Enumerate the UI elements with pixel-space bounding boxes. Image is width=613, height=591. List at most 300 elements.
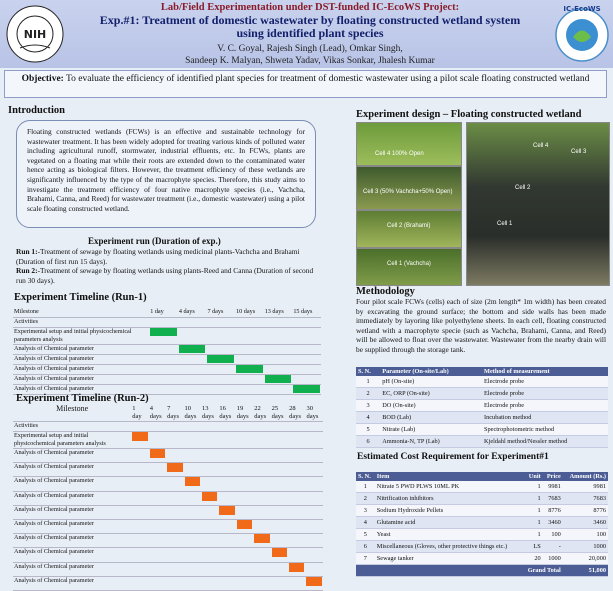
timeline-run2-cell: [131, 491, 148, 505]
timeline-run2-cell: [253, 463, 270, 477]
timeline-run2-day-header: [166, 405, 183, 422]
timeline-run2-cell: [218, 562, 235, 576]
timeline-run2-activity-label: Analysis of Chemical parameter: [13, 505, 131, 519]
timeline-run2-cell: [131, 534, 148, 548]
timeline-run2-cell: [184, 548, 201, 562]
timeline-run2-cell: [236, 534, 253, 548]
cost-table-cell: 7683: [563, 493, 608, 505]
timeline-run2-bar: [306, 577, 322, 586]
timeline-run2-cell: [305, 422, 323, 432]
timeline-run2-activity-label: Analysis of Chemical parameter: [13, 463, 131, 477]
cost-table-cell: 20,000: [563, 553, 608, 565]
parameter-table-cell: Incubation method: [482, 412, 608, 424]
timeline-run1-cell: [149, 365, 178, 375]
timeline-run2-cell: [253, 491, 270, 505]
timeline-run1-table: [13, 308, 321, 395]
timeline-run2-row: [13, 562, 323, 576]
timeline-run2-cell: [184, 576, 201, 590]
timeline-run2-cell: [184, 562, 201, 576]
timeline-run1-cell: [149, 355, 178, 365]
methodology-heading: Methodology: [356, 286, 415, 297]
timeline-run2-cell: [149, 491, 166, 505]
timeline-run2-cell: [218, 463, 235, 477]
timeline-run2-cell: [288, 463, 305, 477]
introduction-heading: Introduction: [8, 105, 65, 116]
parameter-table-header-cell: Method of measurement: [482, 367, 608, 376]
introduction-text: Floating constructed wetlands (FCWs) is an effective and sustainable technology for wastewater treatment. It has been widely adopted for treating various kinds of polluted water including agricultural runoff, stormwater, industrial effluents, etc. In FCWs, plants are vegetated on a floating mat while their roots are extended down to the contaminated water hence acting as biological filters. However, the treatment efficiency of these wetlands are significantly influenced by the type of the macrophyte species. Therefore, this study aims to investigate the treatment efficiency of four native macrophyte species (i.e., Vachcha, Brahami, Canna, and Reed) for wastewater treatment (i.e., domestic wastewater) using a pilot scale floating constructed wetland.: [27, 127, 305, 213]
timeline-run1-cell: [178, 385, 207, 395]
timeline-run2-header-top: 13: [201, 405, 209, 412]
timeline-run2-day-header: [218, 405, 235, 422]
timeline-run2-cell: [253, 449, 270, 463]
timeline-run2-cell: [305, 432, 323, 449]
poster-title: [70, 14, 550, 40]
timeline-run1-cell: [206, 385, 235, 395]
timeline-run1-cell: [178, 365, 207, 375]
cost-table-cell: 100: [563, 529, 608, 541]
timeline-run1-day-header: 4 days: [178, 308, 207, 318]
cost-table-cell: 1: [525, 481, 543, 493]
timeline-run2-cell: [201, 449, 218, 463]
timeline-run2-row: [13, 505, 323, 519]
cost-table-row: [356, 529, 608, 541]
timeline-run2-cell: [236, 422, 253, 432]
cost-table-cell: 3460: [563, 517, 608, 529]
timeline-run1-activity-label: Analysis of Chemical parameter: [13, 385, 149, 395]
timeline-run2-cell: [236, 449, 253, 463]
timeline-run2-header-top: 22: [254, 405, 261, 412]
timeline-run1-cell: [178, 328, 207, 345]
timeline-run1-cell: [264, 385, 293, 395]
timeline-run1-bar: [293, 385, 320, 393]
timeline-run2-cell: [166, 477, 183, 491]
cost-table-row: [356, 541, 608, 553]
timeline-run2-cell: [288, 477, 305, 491]
timeline-run2-cell: [131, 449, 148, 463]
timeline-run2-cell: [149, 534, 166, 548]
timeline-run2-cell: [305, 534, 323, 548]
svg-text:NIH: NIH: [23, 28, 47, 41]
timeline-run2-cell: [131, 576, 148, 590]
cost-table-row: [356, 505, 608, 517]
timeline-run2-cell: [166, 519, 183, 533]
timeline-run2-row: [13, 576, 323, 590]
cost-table-cell: Sewage tanker: [375, 553, 525, 565]
timeline-run2-header-row: [13, 405, 323, 422]
timeline-run2-cell: [184, 463, 201, 477]
timeline-run2-cell: [236, 491, 253, 505]
timeline-run2-cell: [253, 422, 270, 432]
timeline-run2-cell: [184, 432, 201, 449]
timeline-run1-header-row: [13, 308, 321, 318]
timeline-run1-cell: [178, 345, 207, 355]
photo-overview-label-cell3: Cell 3: [571, 149, 587, 155]
timeline-run2-cell: [201, 477, 218, 491]
timeline-run2-cell: [236, 432, 253, 449]
timeline-run1-day-header: 1 day: [149, 308, 178, 318]
timeline-run2-bar: [219, 506, 234, 515]
timeline-run2-header-bottom: days: [306, 413, 319, 420]
timeline-run2-day-header: [131, 405, 148, 422]
timeline-run1-cell: [292, 318, 321, 328]
timeline-run2-bar: [167, 463, 182, 472]
timeline-run1-row: [13, 328, 321, 345]
timeline-run2-activity-label: Activities: [13, 422, 131, 432]
timeline-run2-heading: Experiment Timeline (Run-2): [16, 393, 149, 404]
timeline-run2-cell: [201, 491, 218, 505]
timeline-run2-cell: [271, 432, 288, 449]
cost-table: [356, 472, 608, 577]
timeline-run1-activity-label: Analysis of Chemical parameter: [13, 375, 149, 385]
timeline-run2-activity-label: Analysis of Chemical parameter: [13, 449, 131, 463]
cost-total-value: 51,000: [563, 565, 608, 577]
timeline-run2-cell: [288, 534, 305, 548]
timeline-run2-cell: [236, 519, 253, 533]
cost-table-cell: 3460: [543, 517, 563, 529]
cost-table-header-cell: Item: [375, 472, 525, 481]
timeline-run2-day-header: [253, 405, 270, 422]
timeline-run2-day-header: [236, 405, 253, 422]
timeline-run1-cell: [235, 355, 264, 365]
timeline-run2-cell: [218, 432, 235, 449]
timeline-run2-bar: [237, 520, 252, 529]
timeline-run2-cell: [271, 505, 288, 519]
photo-overview-label-cell1: Cell 1: [497, 221, 513, 227]
photo-cell2: [356, 210, 462, 248]
timeline-run2-row: [13, 491, 323, 505]
timeline-run2-day-header: [149, 405, 166, 422]
title-line-1: Exp.#1: Treatment of domestic wastewater by floating constructed wetland system: [99, 13, 521, 27]
timeline-run2-cell: [305, 576, 323, 590]
timeline-run1-row: [13, 318, 321, 328]
timeline-run2-cell: [166, 422, 183, 432]
timeline-run2-cell: [184, 491, 201, 505]
timeline-run2-cell: [201, 576, 218, 590]
timeline-run1-cell: [292, 375, 321, 385]
cost-table-cell: 4: [356, 517, 375, 529]
timeline-run1-cell: [206, 355, 235, 365]
photo-overview: [466, 122, 610, 286]
timeline-run1-day-header: 15 days: [292, 308, 321, 318]
timeline-run1-day-header: 10 days: [235, 308, 264, 318]
cost-table-header-cell: S. N.: [356, 472, 375, 481]
timeline-run2-cell: [201, 534, 218, 548]
timeline-run1: [13, 308, 321, 395]
timeline-run1-cell: [149, 385, 178, 395]
timeline-run2-header-bottom: days: [184, 413, 197, 420]
timeline-run2-activity-label: Analysis of Chemical parameter: [13, 548, 131, 562]
timeline-run1-activity-label: Analysis of Chemical parameter: [13, 355, 149, 365]
timeline-run2-cell: [236, 477, 253, 491]
authors-line-2: Sandeep K. Malyan, Shweta Yadav, Vikas Sonkar, Jhalesh Kumar: [185, 56, 435, 66]
timeline-run2-header-top: 16: [219, 405, 226, 412]
cost-table-wrap: [356, 472, 608, 577]
timeline-run2-cell: [271, 449, 288, 463]
timeline-run2-header-bottom: days: [219, 413, 232, 420]
timeline-run2-day-header: [288, 405, 305, 422]
parameter-table-cell: Electrode probe: [482, 388, 608, 400]
timeline-run2-cell: [305, 548, 323, 562]
timeline-run2-cell: [184, 534, 201, 548]
objective-box: [4, 70, 607, 98]
cost-table-header-cell: Unit: [525, 472, 543, 481]
timeline-run2-cell: [166, 576, 183, 590]
objective-label: Objective:: [21, 74, 64, 84]
timeline-run1-cell: [292, 385, 321, 395]
timeline-run1-activity-label: Activities: [13, 318, 149, 328]
timeline-run2-cell: [131, 432, 148, 449]
parameter-table-row: [356, 400, 608, 412]
timeline-run2-header-top: 19: [236, 405, 244, 412]
timeline-run2-row: [13, 548, 323, 562]
photo-overview-label-cell4: Cell 4: [533, 143, 549, 149]
timeline-run2-cell: [149, 432, 166, 449]
parameter-table-cell: EC, ORP (On-site): [380, 388, 482, 400]
timeline-run2-cell: [236, 463, 253, 477]
timeline-run1-cell: [235, 328, 264, 345]
timeline-run2-bar: [185, 477, 200, 486]
timeline-run2-cell: [288, 449, 305, 463]
timeline-run2-cell: [288, 519, 305, 533]
methodology-text: Four pilot scale FCWs (cells) each of size (2m length* 1m width) has been created by excavating the ground surface; the bottom and side walls has been made immediately by layoring like polyethylene sheets. In each cell, floating constructed wetland with a macrophyte specie (such as Vachcha, Brahami, Canna, and Reed) will be allowed to float over the wastewater. Wastewater from the nearby drain will be supplied through the storage tank.: [356, 297, 606, 354]
timeline-run2-cell: [236, 562, 253, 576]
timeline-run2-header-top: 1: [132, 405, 136, 412]
timeline-run1-cell: [292, 355, 321, 365]
experiment-run-heading: Experiment run (Duration of exp.): [88, 236, 221, 246]
timeline-run2-header-top: 7: [167, 405, 171, 412]
photo-overview-label-cell2: Cell 2: [515, 185, 531, 191]
timeline-run2-header-top: 10: [184, 405, 192, 412]
cost-table-header: [356, 472, 608, 481]
timeline-run2-header-bottom: days: [271, 413, 284, 420]
parameter-table-header-cell: Parameter (On-site/Lab): [380, 367, 482, 376]
timeline-run2-header-top: 4: [149, 405, 153, 412]
parameter-table-cell: Spectrophotometric method: [482, 424, 608, 436]
timeline-run2-cell: [218, 534, 235, 548]
timeline-run2-cell: [149, 576, 166, 590]
cost-table-cell: -: [543, 541, 563, 553]
cost-table-cell: 2: [356, 493, 375, 505]
cost-table-cell: 1: [525, 505, 543, 517]
cost-table-header-cell: Amount (Rs.): [563, 472, 608, 481]
nih-logo: [4, 4, 66, 64]
parameter-table-row: [356, 376, 608, 388]
parameter-table-header: [356, 367, 608, 376]
timeline-run2-cell: [305, 449, 323, 463]
cost-table-cell: 20: [525, 553, 543, 565]
timeline-run2-cell: [253, 432, 270, 449]
timeline-run1-cell: [178, 375, 207, 385]
timeline-run2-cell: [271, 491, 288, 505]
timeline-run2-cell: [253, 548, 270, 562]
timeline-run1-cell: [235, 345, 264, 355]
timeline-run1-cell: [292, 365, 321, 375]
timeline-run2-day-header: [184, 405, 201, 422]
cost-table-row: [356, 493, 608, 505]
timeline-run1-day-header: 13 days: [264, 308, 293, 318]
parameter-table-cell: Electrode probe: [482, 400, 608, 412]
timeline-run2-cell: [201, 505, 218, 519]
timeline-run2-cell: [131, 519, 148, 533]
timeline-run2-cell: [131, 505, 148, 519]
timeline-run2-cell: [218, 449, 235, 463]
timeline-run2-cell: [288, 562, 305, 576]
cost-table-cell: 3: [356, 505, 375, 517]
photo-label-cell2: Cell 2 (Brahami): [387, 223, 431, 229]
cost-table-cell: 7683: [543, 493, 563, 505]
timeline-run2-cell: [184, 422, 201, 432]
timeline-run1-bar: [265, 375, 292, 383]
timeline-run2-milestone-header: [13, 405, 131, 422]
timeline-run2-cell: [166, 534, 183, 548]
timeline-run2-cell: [288, 491, 305, 505]
title-line-2: using identified plant species: [236, 26, 384, 40]
photo-label-cell4: Cell 4 100% Open: [375, 151, 424, 157]
timeline-run2-cell: [149, 463, 166, 477]
timeline-run2-header-bottom: days: [201, 413, 214, 420]
timeline-run1-bar: [207, 355, 234, 363]
timeline-run2-cell: [253, 534, 270, 548]
timeline-run1-activity-label: Analysis of Chemical parameter: [13, 345, 149, 355]
timeline-run1-row: [13, 375, 321, 385]
parameter-table-cell: 5: [356, 424, 380, 436]
cost-table-row: [356, 553, 608, 565]
parameter-table-cell: 2: [356, 388, 380, 400]
cost-table-cell: 9981: [543, 481, 563, 493]
timeline-run2-row: [13, 477, 323, 491]
timeline-run2-cell: [305, 491, 323, 505]
timeline-run2-header-bottom: days: [289, 413, 301, 420]
parameter-table-cell: pH (On-site): [380, 376, 482, 388]
timeline-run2-row: [13, 463, 323, 477]
timeline-run1-cell: [264, 318, 293, 328]
timeline-run2-cell: [218, 548, 235, 562]
timeline-run2-header-bottom: days: [236, 413, 249, 420]
timeline-run1-bar: [179, 345, 206, 353]
timeline-run1-cell: [235, 318, 264, 328]
photo-cell4: [356, 122, 462, 166]
timeline-run2-cell: [236, 548, 253, 562]
timeline-run2-row: [13, 449, 323, 463]
timeline-run1-heading: Experiment Timeline (Run-1): [14, 292, 147, 303]
timeline-run2-cell: [184, 505, 201, 519]
timeline-run1-cell: [235, 375, 264, 385]
svg-text:IC-EcoWS: IC-EcoWS: [563, 5, 601, 13]
timeline-run2-cell: [288, 548, 305, 562]
timeline-run2-cell: [149, 548, 166, 562]
parameter-table-row: [356, 388, 608, 400]
timeline-run2-cell: [288, 432, 305, 449]
timeline-run1-cell: [235, 365, 264, 375]
timeline-run1-row: [13, 365, 321, 375]
timeline-run2-cell: [184, 449, 201, 463]
timeline-run2-cell: [253, 505, 270, 519]
parameter-table-cell: 4: [356, 412, 380, 424]
timeline-run2-cell: [288, 505, 305, 519]
timeline-run2-cell: [201, 519, 218, 533]
timeline-run1-cell: [264, 345, 293, 355]
timeline-run2-cell: [218, 477, 235, 491]
timeline-run2-header-top: 28: [289, 405, 296, 412]
timeline-run2-cell: [149, 562, 166, 576]
timeline-run2-row: [13, 422, 323, 432]
timeline-run1-row: [13, 355, 321, 365]
parameter-table-row: [356, 436, 608, 448]
timeline-run2-day-header: [271, 405, 288, 422]
parameter-table-header-cell: S. N.: [356, 367, 380, 376]
timeline-run1-activity-label: Experimental setup and initial physicochemical parameters analysis: [13, 328, 149, 345]
timeline-run2-cell: [131, 548, 148, 562]
timeline-run2-header-top: 25: [271, 405, 279, 412]
cost-table-cell: LS: [525, 541, 543, 553]
cost-table-cell: 8776: [563, 505, 608, 517]
cost-table-total-row: [356, 565, 608, 577]
timeline-run2-cell: [184, 477, 201, 491]
objective-text: To evaluate the efficiency of identified plant species for treatment of domestic wastewater using a pilot scale floating constructed wetland: [66, 74, 590, 84]
cost-table-row: [356, 517, 608, 529]
timeline-run1-cell: [292, 345, 321, 355]
photo-cell1: [356, 248, 462, 286]
timeline-run2-cell: [218, 505, 235, 519]
timeline-run2-row: [13, 519, 323, 533]
timeline-run2-header-bottom: day: [132, 413, 142, 420]
timeline-run2: [13, 405, 323, 591]
timeline-run2-cell: [131, 422, 148, 432]
timeline-run2-cell: [184, 519, 201, 533]
timeline-run2-cell: [253, 562, 270, 576]
parameter-table-cell: DO (On-site): [380, 400, 482, 412]
timeline-run1-cell: [264, 328, 293, 345]
timeline-run2-activity-label: Analysis of Chemical parameter: [13, 562, 131, 576]
timeline-run2-day-header: [201, 405, 218, 422]
timeline-run2-bar: [150, 449, 165, 458]
timeline-run2-cell: [201, 422, 218, 432]
timeline-run2-cell: [271, 576, 288, 590]
parameter-table-cell: 6: [356, 436, 380, 448]
cost-table-cell: 1000: [563, 541, 608, 553]
timeline-run2-cell: [253, 576, 270, 590]
cost-total-label: Grand Total: [356, 565, 563, 577]
timeline-run2-cell: [166, 505, 183, 519]
cost-table-cell: 8776: [543, 505, 563, 517]
timeline-run2-cell: [201, 463, 218, 477]
timeline-run2-cell: [218, 576, 235, 590]
timeline-run1-milestone-header: Milestone: [13, 308, 149, 318]
timeline-run2-cell: [201, 432, 218, 449]
parameter-table-cell: BOD (Lab): [380, 412, 482, 424]
photo-cell3: [356, 166, 462, 210]
timeline-run2-cell: [305, 519, 323, 533]
timeline-run2-header-top: Milestone: [56, 404, 89, 413]
timeline-run1-cell: [178, 318, 207, 328]
cost-table-cell: 6: [356, 541, 375, 553]
parameter-table-cell: 3: [356, 400, 380, 412]
timeline-run2-cell: [166, 449, 183, 463]
timeline-run2-cell: [131, 477, 148, 491]
timeline-run1-cell: [149, 345, 178, 355]
timeline-run1-row: [13, 345, 321, 355]
parameter-table-cell: Kjeldahl method/Nessler method: [482, 436, 608, 448]
parameter-table-cell: Nitrate (Lab): [380, 424, 482, 436]
timeline-run1-cell: [149, 318, 178, 328]
parameter-table-row: [356, 424, 608, 436]
timeline-run2-cell: [271, 519, 288, 533]
cost-table-cell: Glutamine acid: [375, 517, 525, 529]
timeline-run2-activity-label: Experimental setup and initial physicochemical parameters analysis: [13, 432, 131, 449]
design-heading: Experiment design – Floating constructed wetland: [356, 109, 582, 120]
cost-table-cell: 1: [525, 517, 543, 529]
timeline-run2-cell: [253, 519, 270, 533]
